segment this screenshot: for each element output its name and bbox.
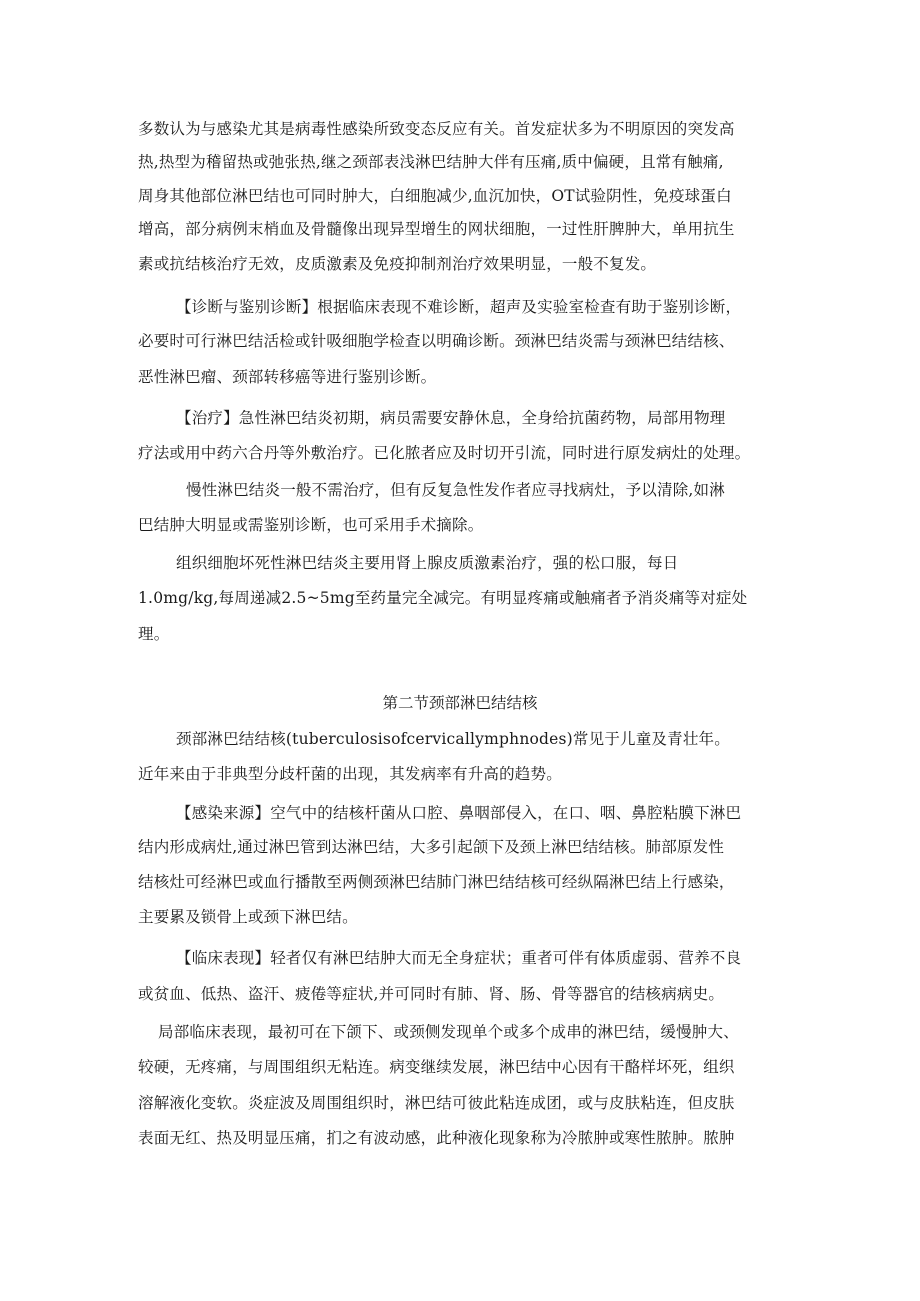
paragraph-line: 较硬，无疼痛，与周围组织无粘连。病变继续发展，淋巴结中心因有干酪样坏死，组织 <box>138 1058 735 1076</box>
paragraph-line: 局部临床表现，最初可在下颌下、或颈侧发现单个或多个成串的淋巴结，缓慢肿大、 <box>158 1023 739 1041</box>
paragraph-line: 热,热型为稽留热或弛张热,继之颈部表浅淋巴结肿大伴有压痛,质中偏硬，且常有触痛, <box>138 153 724 171</box>
paragraph-line: 结内形成病灶,通过淋巴管到达淋巴结，大多引起颌下及颈上淋巴结结核。肺部原发性 <box>138 838 725 856</box>
paragraph-line: 主要累及锁骨上或颈下淋巴结。 <box>138 908 358 926</box>
paragraph-line: 增高，部分病例末梢血及骨髓像出现异型增生的网状细胞，一过性肝脾肿大，单用抗生 <box>138 220 735 238</box>
paragraph-line: 表面无红、热及明显压痛，扪之有波动感，此种液化现象称为冷脓肿或寒性脓肿。脓肿 <box>138 1129 735 1147</box>
clinical-heading-line: 【临床表现】轻者仅有淋巴结肿大而无全身症状；重者可伴有体质虚弱、营养不良 <box>176 949 742 967</box>
infection-source-heading-line: 【感染来源】空气中的结核杆菌从口腔、鼻咽部侵入，在口、咽、鼻腔粘膜下淋巴 <box>176 804 742 822</box>
paragraph-line: 恶性淋巴瘤、颈部转移癌等进行鉴别诊断。 <box>138 368 437 386</box>
treatment-heading-line: 【治疗】急性淋巴结炎初期，病员需要安静休息，全身给抗菌药物，局部用物理 <box>176 409 726 427</box>
paragraph-line: 多数认为与感染尤其是病毒性感染所致变态反应有关。首发症状多为不明原因的突发高 <box>138 120 735 138</box>
paragraph-line: 素或抗结核治疗无效，皮质激素及免疫抑制剂治疗效果明显，一般不复发。 <box>138 255 657 273</box>
paragraph-line: 巴结肿大明显或需鉴别诊断，也可采用手术摘除。 <box>138 516 484 534</box>
paragraph-line: 1.0mg/kg,每周递减2.5~5mg至药量完全减完。有明显疼痛或触痛者予消炎痛等对症处 <box>138 589 748 607</box>
diagnosis-heading-line: 【诊断与鉴别诊断】根据临床表现不难诊断，超声及实验室检查有助于鉴别诊断， <box>176 298 742 316</box>
paragraph-line: 理。 <box>138 625 170 643</box>
section-title: 第二节颈部淋巴结结核 <box>382 694 538 712</box>
paragraph-line: 必要时可行淋巴结活检或针吸细胞学检查以明确诊断。颈淋巴结炎需与颈淋巴结结核、 <box>138 332 735 350</box>
paragraph-line: 或贫血、低热、盗汗、疲倦等症状,并可同时有肺、肾、肠、骨等器官的结核病病史。 <box>138 985 725 1003</box>
paragraph-line: 颈部淋巴结结核(tuberculosisofcervicallymphnodes)常见于儿童及青壮年。 <box>176 730 730 748</box>
paragraph-line: 周身其他部位淋巴结也可同时肿大，白细胞减少,血沉加快，OT试验阴性，免疫球蛋白 <box>138 187 732 205</box>
paragraph-line: 近年来由于非典型分歧杆菌的出现，其发病率有升高的趋势。 <box>138 765 562 783</box>
paragraph-line: 组织细胞坏死性淋巴结炎主要用肾上腺皮质激素治疗，强的松口服，每日 <box>176 554 679 572</box>
paragraph-line: 溶解液化变软。炎症波及周围组织时，淋巴结可彼此粘连成团，或与皮肤粘连，但皮肤 <box>138 1094 735 1112</box>
paragraph-line: 慢性淋巴结炎一般不需治疗，但有反复急性发作者应寻找病灶，予以清除,如淋 <box>186 481 725 499</box>
paragraph-line: 疗法或用中药六合丹等外敷治疗。已化脓者应及时切开引流，同时进行原发病灶的处理。 <box>138 444 751 462</box>
paragraph-line: 结核灶可经淋巴或血行播散至两侧颈淋巴结肺门淋巴结结核可经纵隔淋巴结上行感染， <box>138 873 735 891</box>
